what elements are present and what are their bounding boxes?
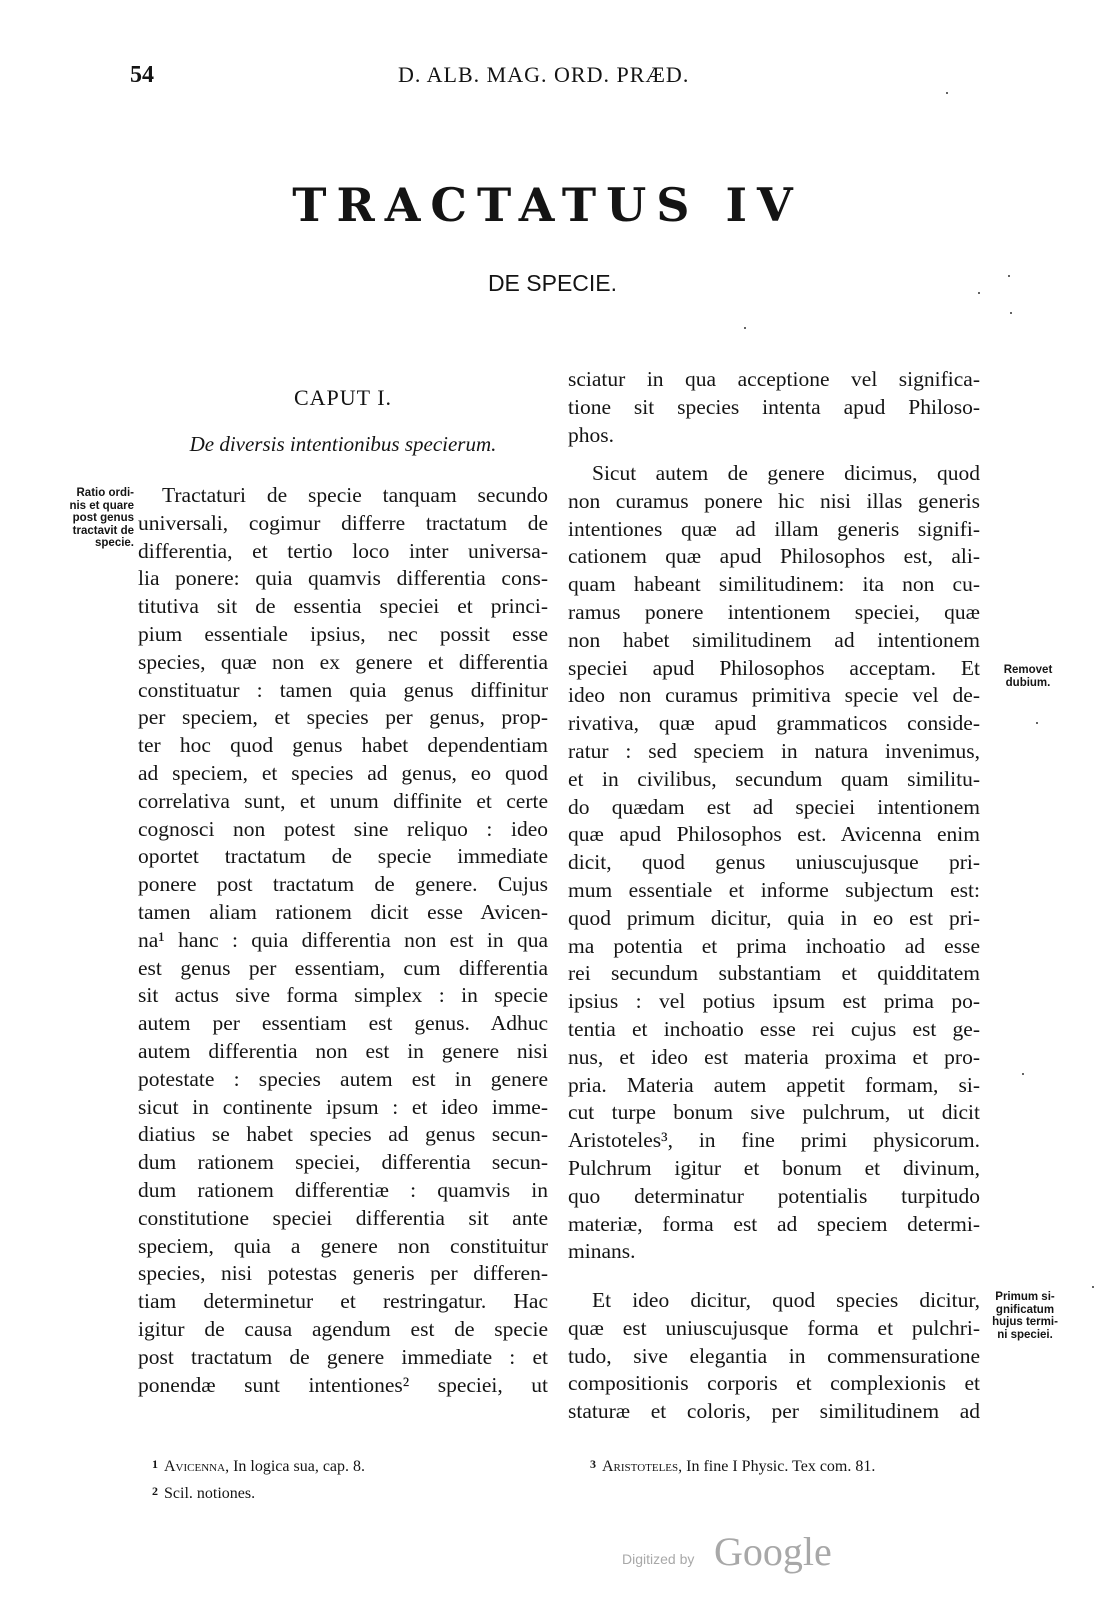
text-line: potestate : species autem est in genere <box>138 1066 548 1091</box>
text-line: Aristoteles³, in fine primi physicorum. <box>568 1128 980 1153</box>
text-line: post tractatum de genere immediate : et <box>138 1344 548 1369</box>
text-line: correlativa sunt, et unum diffinite et certe <box>138 788 548 813</box>
margin-note-line: nis et quare <box>69 499 134 512</box>
footnote-text: Scil. notiones. <box>164 1485 256 1502</box>
text-line: Pulchrum igitur et bonum et divinum, <box>568 1155 980 1180</box>
right-column-paragraph-et-ideo <box>568 1287 980 1426</box>
section-title: DE SPECIE. <box>487 270 618 296</box>
margin-note-line: tractavit de <box>72 524 134 537</box>
footnote-text: , In fine I Physic. Tex com. 81. <box>678 1458 876 1475</box>
text-line: Tractaturi de specie tanquam secundo <box>162 483 548 507</box>
text-line: autem differentia non est in genere nisi <box>138 1038 548 1063</box>
margin-note-left <box>36 487 134 550</box>
footnote-mark: 1 <box>152 1457 158 1471</box>
text-line: tione sit species intenta apud Philoso- <box>568 394 980 419</box>
margin-note-line: Primum si- <box>995 1291 1055 1303</box>
text-line: rei secundum substantiam et quidditatem <box>568 961 980 986</box>
page-number: 54 <box>130 62 154 88</box>
text-line: compositionis corporis et complexionis et <box>568 1371 980 1396</box>
text-line: quæ apud Philosophos est. Avicenna enim <box>568 822 980 847</box>
scan-speck <box>1092 1286 1094 1288</box>
text-line: speciem, quia a genere non constituitur <box>138 1233 548 1258</box>
margin-note-line: dubium. <box>1005 676 1051 689</box>
margin-note-line: Removet <box>1003 664 1053 676</box>
text-line: non curamus ponere hic nisi illas generis <box>568 488 980 513</box>
text-line: quo determinatur potentialis turpitudo <box>568 1183 980 1208</box>
text-line: phos. <box>568 422 614 447</box>
scan-speck <box>1010 312 1012 314</box>
text-line: ponere post tractatum de genere. Cujus <box>138 872 548 897</box>
text-line: oportet tractatum de specie immediate <box>138 844 548 869</box>
scan-speck <box>978 292 980 294</box>
text-line: species, quæ non ex genere et differentia <box>138 649 548 674</box>
text-line: Et ideo dicitur, quod species dicitur, <box>592 1288 980 1312</box>
footnote <box>152 1479 552 1506</box>
watermark-logo-text: Google <box>714 1529 832 1574</box>
margin-note-line: ni speciei. <box>997 1328 1053 1341</box>
footnote-text: , In logica sua, cap. 8. <box>225 1458 366 1475</box>
text-line: sit actus sive forma simplex : in specie <box>138 983 548 1008</box>
watermark-small-text: Digitized by <box>622 1551 695 1567</box>
text-line: materiæ, forma est ad speciem determi- <box>568 1211 980 1236</box>
text-line: pium essentiale ipsius, nec possit esse <box>138 621 548 646</box>
text-line: sicut in continente ipsum : et ideo imme- <box>138 1094 548 1119</box>
text-line: constituatur : tamen quia genus diffinitur <box>138 677 548 702</box>
text-line: mum essentiale et informe subjectum est: <box>568 877 980 902</box>
margin-note-line: gnificatum <box>995 1303 1055 1316</box>
text-line: quod primum dicitur, quia in eo est pri- <box>568 905 980 930</box>
text-line: species, nisi potestas generis per differen- <box>138 1261 548 1286</box>
running-title: D. ALB. MAG. ORD. PRÆD. <box>398 62 690 87</box>
footnote <box>590 1452 990 1479</box>
text-line: titutiva sit de essentia speciei et princi- <box>138 594 548 619</box>
text-line: tiam determinetur et restringatur. Hac <box>138 1289 548 1314</box>
text-line: speciei apud Philosophos acceptam. Et <box>568 655 980 680</box>
left-column-text <box>138 482 548 1399</box>
tractatus-title: TRACTATUS IV <box>292 178 803 232</box>
text-line: lia ponere: quia quamvis differentia cons- <box>138 566 548 591</box>
text-line: dum rationem differentiæ : quamvis in <box>138 1177 548 1202</box>
footnote <box>152 1452 552 1479</box>
running-header <box>130 62 950 92</box>
margin-note-line: Ratio ordi- <box>76 487 134 499</box>
margin-note-line: hujus termi- <box>992 1316 1058 1328</box>
scan-speck <box>1036 722 1038 724</box>
text-line: ipsius : vel potius ipsum est prima po- <box>568 989 980 1014</box>
footnote-author: Avicenna <box>164 1458 226 1475</box>
text-line: do quædam est ad speciei intentionem <box>568 794 980 819</box>
text-line: cut turpe bonum sive pulchrum, ut dicit <box>568 1100 980 1125</box>
right-column-continuation <box>568 366 980 449</box>
text-line: quam habeant similitudinem: ita non cu- <box>568 572 980 597</box>
text-line: per speciem, et species per genus, prop- <box>138 705 548 730</box>
chapter-subtitle: De diversis intentionibus specierum. <box>189 432 497 456</box>
text-line: ma potentia et prima inchoatio ad esse <box>568 933 980 958</box>
margin-note-right-primum <box>983 1291 1067 1341</box>
text-line: diatius se habet species ad genus secun- <box>138 1122 548 1147</box>
footnote-mark: 2 <box>152 1484 158 1498</box>
text-line: minans. <box>568 1239 636 1264</box>
scan-speck <box>744 327 746 329</box>
text-line: rivativa, quæ apud grammaticos conside- <box>568 711 980 736</box>
text-line: et in civilibus, secundum quam similitu- <box>568 766 980 791</box>
text-line: non habet similitudinem ad intentionem <box>568 627 980 652</box>
margin-note-right-removet <box>988 664 1068 689</box>
margin-note-line: specie. <box>95 537 134 549</box>
text-line: pria. Materia autem appetit formam, si- <box>568 1072 980 1097</box>
text-line: Sicut autem de genere dicimus, quod <box>592 461 980 485</box>
text-line: tudo, sive elegantia in commensuratione <box>568 1343 980 1368</box>
footnotes-right <box>590 1452 990 1479</box>
text-line: universali, cogimur differre tractatum de <box>138 510 548 535</box>
text-line: sciatur in qua acceptione vel significa- <box>568 367 980 391</box>
text-line: est genus per essentiam, cum differentia <box>138 955 548 980</box>
text-line: ad speciem, et species ad genus, eo quod <box>138 760 548 785</box>
footnote-author: Aristoteles <box>602 1458 679 1475</box>
text-line: dicit, quod genus uniuscujusque pri- <box>568 850 980 875</box>
scan-speck <box>1008 275 1010 277</box>
margin-note-line: post genus <box>72 512 134 524</box>
text-line: ter hoc quod genus habet dependentiam <box>138 733 548 758</box>
text-line: ratur : sed speciem in natura invenimus, <box>568 738 980 763</box>
text-line: dum rationem speciei, differentia secun- <box>138 1150 548 1175</box>
text-line: autem per essentiam est genus. Adhuc <box>138 1011 548 1036</box>
text-line: intentiones quæ ad illam generis signifi- <box>568 516 980 541</box>
text-line: tamen aliam rationem dicit esse Avicen- <box>138 899 548 924</box>
scan-speck <box>1022 1073 1024 1075</box>
footnote-mark: 3 <box>590 1457 596 1471</box>
text-line: quæ est uniuscujusque forma et pulchri- <box>568 1315 980 1340</box>
text-line: staturæ et coloris, per similitudinem ad <box>568 1399 980 1424</box>
text-line: ponendæ sunt intentiones² speciei, ut <box>138 1372 548 1397</box>
text-line: constitutione speciei differentia sit ante <box>138 1205 548 1230</box>
text-line: ramus ponere intentionem speciei, quæ <box>568 599 980 624</box>
text-line: cognosci non potest sine reliquo : ideo <box>138 816 548 841</box>
chapter-title: CAPUT I. <box>293 385 393 410</box>
text-line: igitur de causa agendum est de specie <box>138 1316 548 1341</box>
text-line: tentia et inchoatio esse rei cujus est ge- <box>568 1016 980 1041</box>
footnotes-left <box>152 1452 552 1506</box>
text-line: nus, et ideo est materia proxima et pro- <box>568 1044 980 1069</box>
text-line: na¹ hanc : quia differentia non est in qua <box>138 927 548 952</box>
text-line: cationem quæ apud Philosophos est, ali- <box>568 544 980 569</box>
scan-speck <box>946 92 948 94</box>
text-line: ideo non curamus primitiva specie vel de- <box>568 683 980 708</box>
text-line: differentia, et tertio loco inter universa- <box>138 538 548 563</box>
right-column-paragraph-sicut <box>568 460 980 1266</box>
